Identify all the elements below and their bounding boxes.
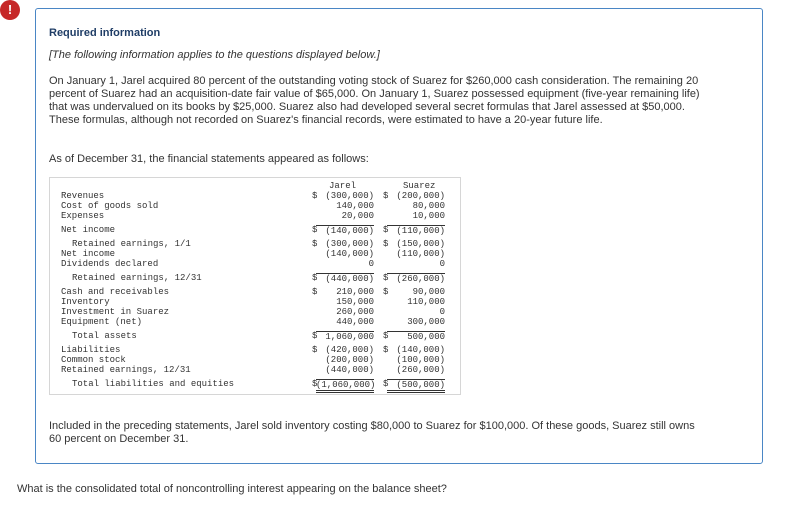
jarel-value: (300,000) bbox=[325, 239, 374, 249]
row-label: Total liabilities and equities bbox=[72, 379, 235, 389]
suarez-value: 300,000 bbox=[407, 317, 445, 327]
jarel-value: 140,000 bbox=[336, 201, 374, 211]
jarel-dollar: $ bbox=[312, 191, 318, 201]
suarez-value: 0 bbox=[439, 307, 445, 317]
row-label: Dividends declared bbox=[61, 259, 159, 269]
jarel-dollar: $ bbox=[312, 287, 318, 297]
jarel-value: (300,000) bbox=[325, 191, 374, 201]
row-label: Net income bbox=[61, 249, 116, 259]
suarez-value: (140,000) bbox=[396, 345, 445, 355]
row-label: Retained earnings, 12/31 bbox=[61, 365, 191, 375]
jarel-value: (140,000) bbox=[316, 225, 374, 236]
question-text: What is the consolidated total of noncontrolling interest appearing on the balance sheet? bbox=[17, 483, 447, 495]
jarel-dollar: $ bbox=[312, 273, 318, 283]
suarez-value: (500,000) bbox=[387, 379, 445, 393]
suarez-dollar: $ bbox=[383, 345, 389, 355]
intercompany-note: Included in the preceding statements, Jarel sold inventory costing $80,000 to Suarez for $100,000. Of these goods, Suarez still owns 60 percent on December 31. bbox=[49, 420, 695, 445]
jarel-value: (140,000) bbox=[325, 249, 374, 259]
suarez-value: 10,000 bbox=[412, 211, 445, 221]
jarel-value: 150,000 bbox=[336, 297, 374, 307]
suarez-dollar: $ bbox=[383, 191, 389, 201]
as-of-text: As of December 31, the financial statements appeared as follows: bbox=[49, 153, 369, 165]
suarez-value: (200,000) bbox=[396, 191, 445, 201]
suarez-value: 110,000 bbox=[407, 297, 445, 307]
suarez-dollar: $ bbox=[383, 331, 389, 341]
suarez-value: 500,000 bbox=[387, 331, 445, 342]
row-label: Retained earnings, 1/1 bbox=[72, 239, 191, 249]
jarel-value: 1,060,000 bbox=[316, 331, 374, 342]
jarel-value: (1,060,000) bbox=[316, 379, 374, 393]
card-title: Required information bbox=[49, 27, 161, 39]
row-label: Liabilities bbox=[61, 345, 121, 355]
suarez-dollar: $ bbox=[383, 379, 389, 389]
suarez-value: 80,000 bbox=[412, 201, 445, 211]
header-jarel: Jarel bbox=[329, 181, 357, 191]
suarez-dollar: $ bbox=[383, 225, 389, 235]
jarel-value: (440,000) bbox=[325, 365, 374, 375]
jarel-value: 20,000 bbox=[341, 211, 374, 221]
suarez-dollar: $ bbox=[383, 287, 389, 297]
jarel-dollar: $ bbox=[312, 345, 318, 355]
suarez-dollar: $ bbox=[383, 239, 389, 249]
row-label: Revenues bbox=[61, 191, 105, 201]
row-label: Expenses bbox=[61, 211, 105, 221]
suarez-value: (260,000) bbox=[387, 273, 445, 284]
row-label: Net income bbox=[61, 225, 116, 235]
suarez-value: 90,000 bbox=[412, 287, 445, 297]
row-label: Cost of goods sold bbox=[61, 201, 159, 211]
row-label: Inventory bbox=[61, 297, 110, 307]
row-label: Common stock bbox=[61, 355, 126, 365]
jarel-value: (420,000) bbox=[325, 345, 374, 355]
suarez-value: (260,000) bbox=[396, 365, 445, 375]
row-label: Retained earnings, 12/31 bbox=[72, 273, 202, 283]
jarel-dollar: $ bbox=[312, 225, 318, 235]
jarel-value: 260,000 bbox=[336, 307, 374, 317]
jarel-value: 0 bbox=[368, 259, 374, 269]
card-subtitle: [The following information applies to the questions displayed below.] bbox=[49, 49, 380, 61]
jarel-value: (440,000) bbox=[316, 273, 374, 284]
suarez-dollar: $ bbox=[383, 273, 389, 283]
jarel-value: 210,000 bbox=[336, 287, 374, 297]
suarez-value: 0 bbox=[439, 259, 445, 269]
financial-statements-table bbox=[49, 177, 461, 395]
suarez-value: (110,000) bbox=[387, 225, 445, 236]
jarel-dollar: $ bbox=[312, 239, 318, 249]
row-label: Total assets bbox=[72, 331, 137, 341]
jarel-dollar: $ bbox=[312, 331, 318, 341]
jarel-value: (200,000) bbox=[325, 355, 374, 365]
row-label: Investment in Suarez bbox=[61, 307, 170, 317]
suarez-value: (100,000) bbox=[396, 355, 445, 365]
alert-icon: ! bbox=[0, 0, 20, 20]
row-label: Equipment (net) bbox=[61, 317, 143, 327]
suarez-value: (150,000) bbox=[396, 239, 445, 249]
required-information-card bbox=[35, 8, 763, 464]
jarel-dollar: $ bbox=[312, 379, 318, 389]
row-label: Cash and receivables bbox=[61, 287, 170, 297]
header-suarez: Suarez bbox=[403, 181, 436, 191]
suarez-value: (110,000) bbox=[396, 249, 445, 259]
intro-paragraph: On January 1, Jarel acquired 80 percent of the outstanding voting stock of Suarez for $260,000 cash consideration. The remaining 20 percent of Suarez had an acquisition-date fair value of $65,000. On January 1, Suarez possessed equipment (five-year remaining life) that was undervalued on its books by $25,000. Suarez also had developed several secret formulas that Jarel assessed at $50,000. These formulas, although not recorded on Suarez's financial records, were estimated to have a 20-year future life. bbox=[49, 75, 700, 126]
jarel-value: 440,000 bbox=[336, 317, 374, 327]
